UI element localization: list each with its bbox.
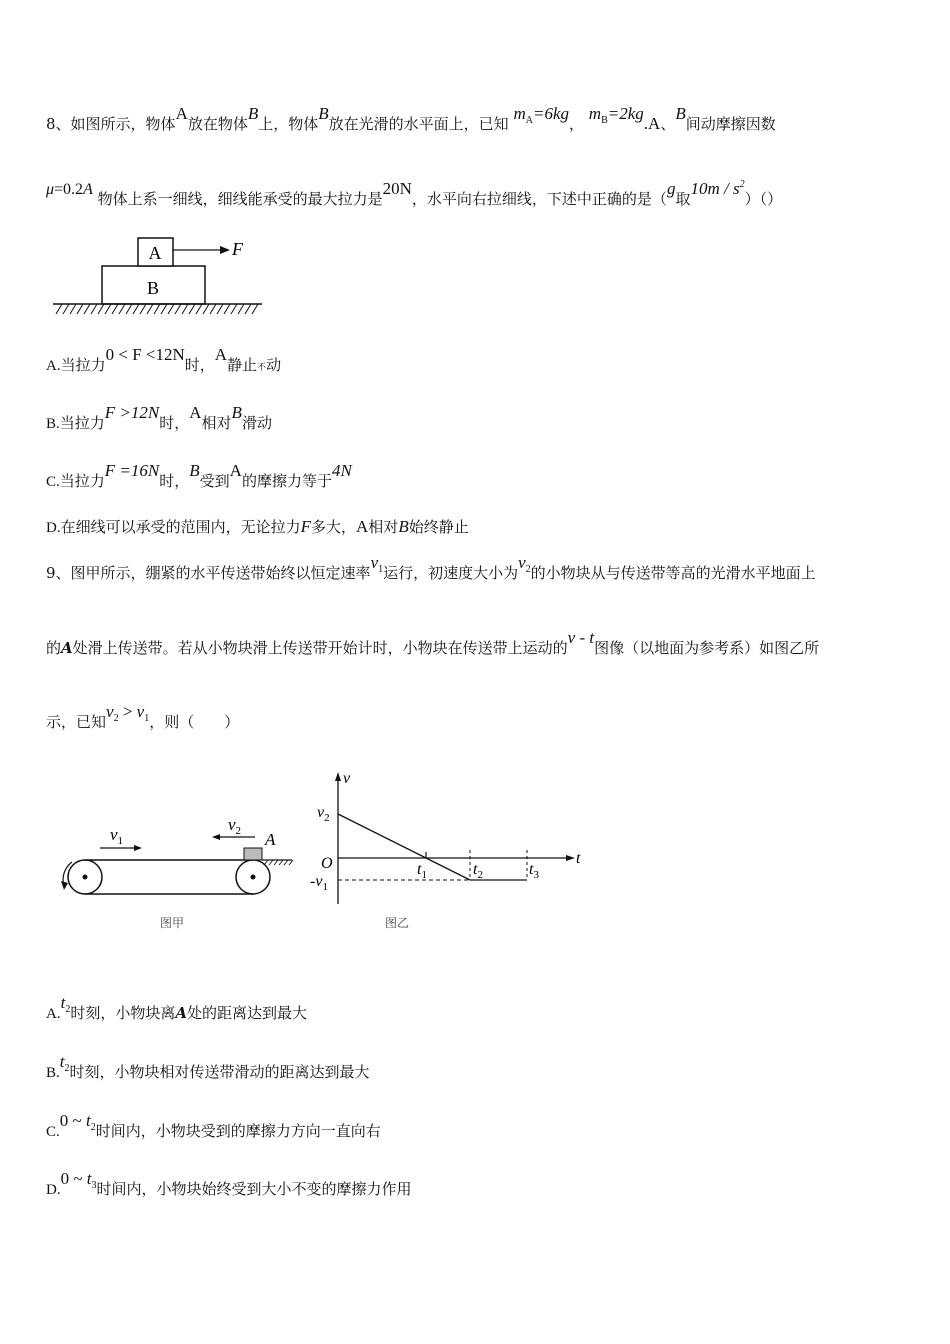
q8-option-b[interactable]: B.当拉力F >12N时，A相对B滑动	[46, 403, 272, 432]
q9-number: 9、	[46, 564, 71, 582]
fig-yi-caption: 图乙	[385, 916, 410, 930]
q9-stem-line2: 的A处滑上传送带。若从小物块滑上传送带开始计时，小物块在传送带上运动的v - t图像（以地面为参考系）如图乙所	[46, 628, 820, 657]
q9-stem-line1: 9、图甲所示，绷紧的水平传送带始终以恒定速率$v_1$运行，初速度大小为$v_2$的小物块从与传送带等高的光滑水平地面上	[46, 553, 816, 582]
force-label: F	[232, 239, 243, 259]
q9-conveyor-figure	[50, 812, 300, 937]
svg-text:t1: $t_1$	[417, 861, 427, 881]
svg-text:A: A	[265, 830, 276, 849]
svg-text:v2: $v_2$	[317, 804, 330, 824]
q8-mass-a: $m_A=6kg$	[513, 104, 569, 126]
q9-vt-graph	[305, 768, 590, 938]
q9-stem-line3: 示，已知$v_2 > v_1$，则（ ）	[46, 702, 240, 731]
block-b-label: B	[146, 278, 160, 298]
svg-text:v: v	[343, 770, 351, 787]
svg-text:O: O	[321, 855, 333, 872]
force-arrowhead	[220, 246, 230, 254]
q8-option-c[interactable]: C.当拉力F =16N时，B受到A的摩擦力等于4N	[46, 461, 352, 490]
svg-text:t: t	[576, 850, 581, 867]
block-a-label: A	[148, 243, 162, 263]
q8-option-d[interactable]: D.在细线可以承受的范围内，无论拉力F多大，A相对B始终静止	[46, 517, 469, 536]
fig-jia-caption: 图甲	[160, 916, 185, 930]
q9-option-d[interactable]: D.0 ~ $t_3$时间内，小物块始终受到大小不变的摩擦力作用	[46, 1169, 412, 1198]
q8-option-a[interactable]: A.当拉力0 < F <12N时，A静止不动	[46, 345, 282, 374]
svg-text:t3: $t_3$	[529, 861, 539, 881]
q8-stem-line2: μ=0.2A 物体上系一细线，细线能承受的最大拉力是20N，水平向右拉细线，下述中正确的是（g取$10m / s^2)()$	[46, 179, 783, 208]
q9-option-a[interactable]: $A.t_2$时刻，小物块离A处的距离达到最大	[46, 993, 307, 1022]
q9-option-c[interactable]: C.0 ~ $t_2$时间内，小物块受到的摩擦力方向一直向右	[46, 1111, 381, 1140]
q8-number: 8、	[46, 115, 71, 133]
q8-mu: μ=0.2A	[46, 181, 93, 198]
svg-text:v2: $v_2$	[228, 815, 242, 837]
q8-mass-b: $m_B=2kg$	[588, 104, 644, 126]
svg-text:t2: $t_2$	[473, 861, 483, 881]
small-block	[244, 848, 262, 860]
svg-text:v1: $v_1$	[110, 825, 124, 847]
q8-block-figure	[48, 232, 273, 322]
svg-text:-v1: $-v_1$	[310, 873, 328, 893]
graph-decel-line	[338, 814, 470, 880]
q9-option-b[interactable]: $B.t_2$时刻，小物块相对传送带滑动的距离达到最大	[46, 1052, 370, 1081]
ground-hatch	[56, 304, 258, 314]
q8-stem-line1: 8、如图所示，物体A放在物体B上，物体B放在光滑的水平面上，已知 $m_A=6kg$， $m_B=2kg.A$、B间动摩擦因数	[46, 104, 776, 133]
